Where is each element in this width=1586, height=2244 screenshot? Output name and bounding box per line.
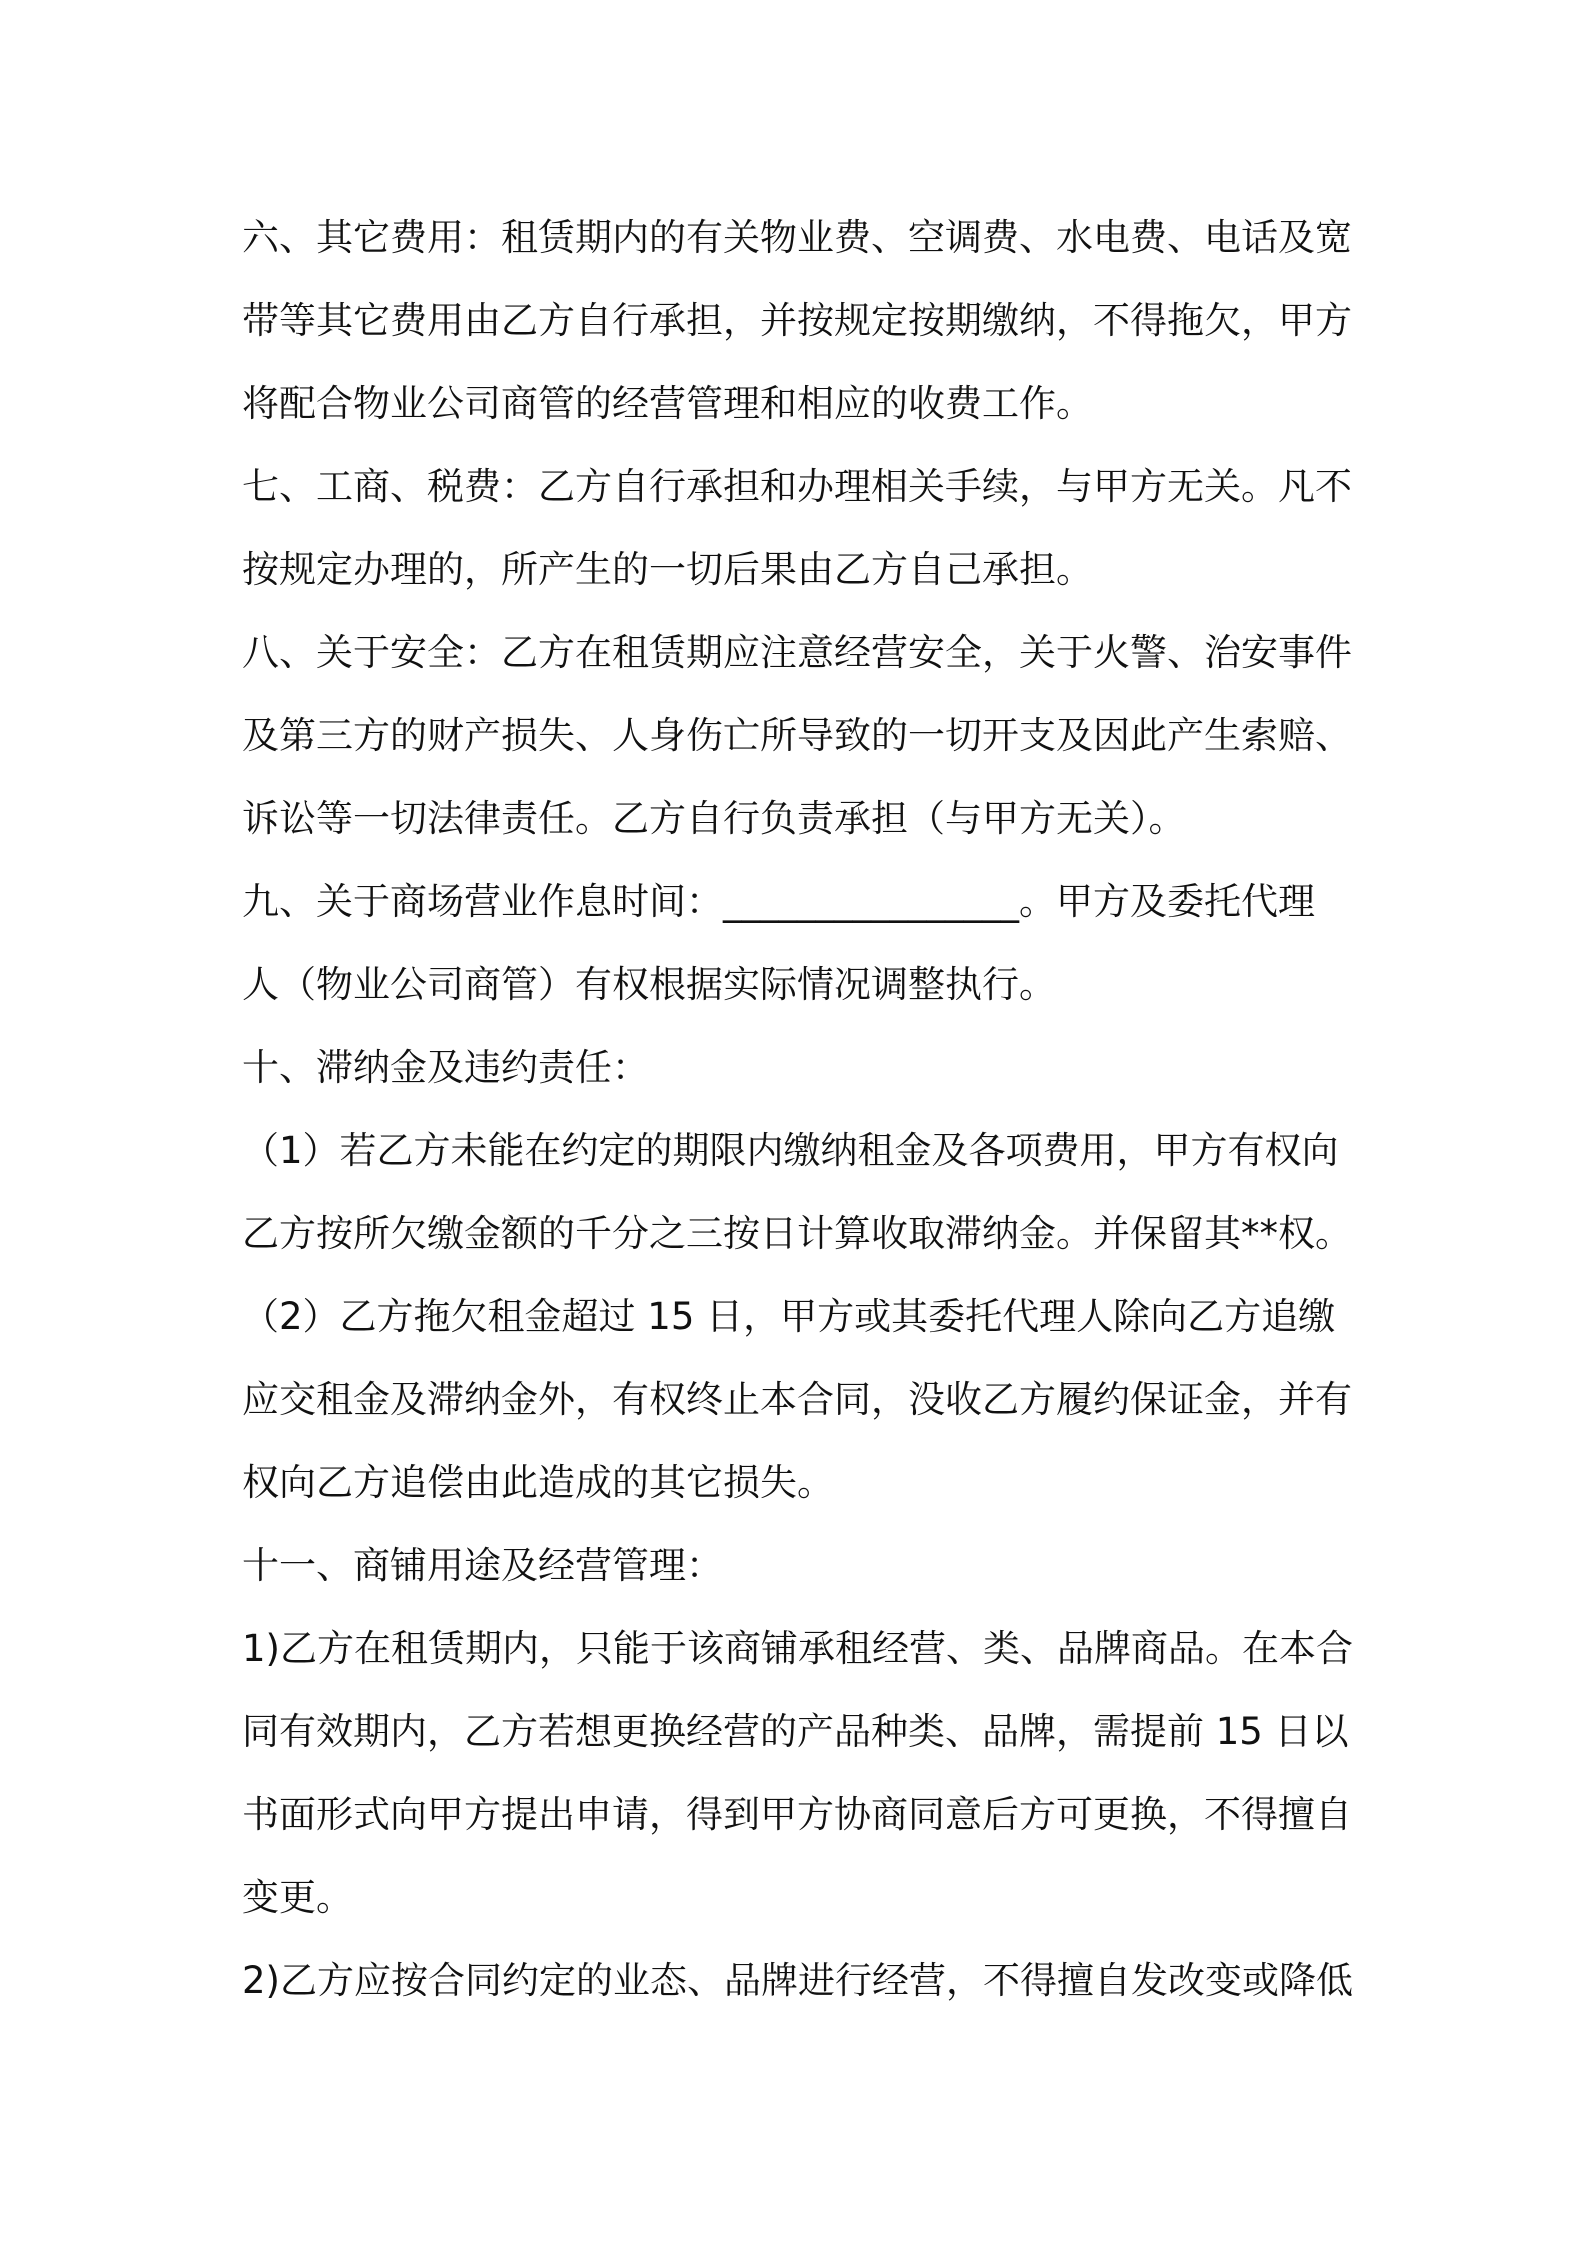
text-line: 权向乙方追偿由此造成的其它损失。 <box>242 1461 834 1504</box>
text-line: 应交租金及滞纳金外，有权终止本合同，没收乙方履约保证金，并有 <box>242 1378 1352 1421</box>
text-line: 按规定办理的，所产生的一切后果由乙方自己承担。 <box>242 548 1093 591</box>
text-line: 人（物业公司商管）有权根据实际情况调整执行。 <box>242 963 1056 1006</box>
text-line: 六、其它费用：租赁期内的有关物业费、空调费、水电费、电话及宽 <box>242 216 1352 259</box>
text-line: 十、滞纳金及违约责任： <box>242 1046 649 1089</box>
text-line: 十一、商铺用途及经营管理： <box>242 1544 723 1587</box>
text-line: 同有效期内，乙方若想更换经营的产品种类、品牌，需提前 15 日以 <box>242 1710 1349 1753</box>
text-line: 2)乙方应按合同约定的业态、品牌进行经营，不得擅自发改变或降低 <box>242 1959 1353 2002</box>
text-line: 乙方按所欠缴金额的千分之三按日计算收取滞纳金。并保留其**权。 <box>242 1212 1352 1255</box>
text-line: （1）若乙方未能在约定的期限内缴纳租金及各项费用，甲方有权向 <box>242 1129 1339 1172</box>
text-line: 九、关于商场营业作息时间：________________。甲方及委托代理 <box>242 880 1315 923</box>
text-line: 书面形式向甲方提出申请，得到甲方协商同意后方可更换，不得擅自 <box>242 1793 1352 1836</box>
text-line: （2）乙方拖欠租金超过 15 日，甲方或其委托代理人除向乙方追缴 <box>242 1295 1336 1338</box>
text-line: 变更。 <box>242 1876 353 1919</box>
text-line: 诉讼等一切法律责任。乙方自行负责承担（与甲方无关）。 <box>242 797 1186 840</box>
text-line: 带等其它费用由乙方自行承担，并按规定按期缴纳，不得拖欠，甲方 <box>242 299 1352 342</box>
text-line: 八、关于安全：乙方在租赁期应注意经营安全，关于火警、治安事件 <box>242 631 1352 674</box>
contract-body <box>242 196 1362 2022</box>
text-line: 七、工商、税费：乙方自行承担和办理相关手续，与甲方无关。凡不 <box>242 465 1352 508</box>
text-line: 及第三方的财产损失、人身伤亡所导致的一切开支及因此产生索赔、 <box>242 714 1352 757</box>
text-line: 1)乙方在租赁期内，只能于该商铺承租经营、类、品牌商品。在本合 <box>242 1627 1353 1670</box>
text-line: 将配合物业公司商管的经营管理和相应的收费工作。 <box>242 382 1093 425</box>
